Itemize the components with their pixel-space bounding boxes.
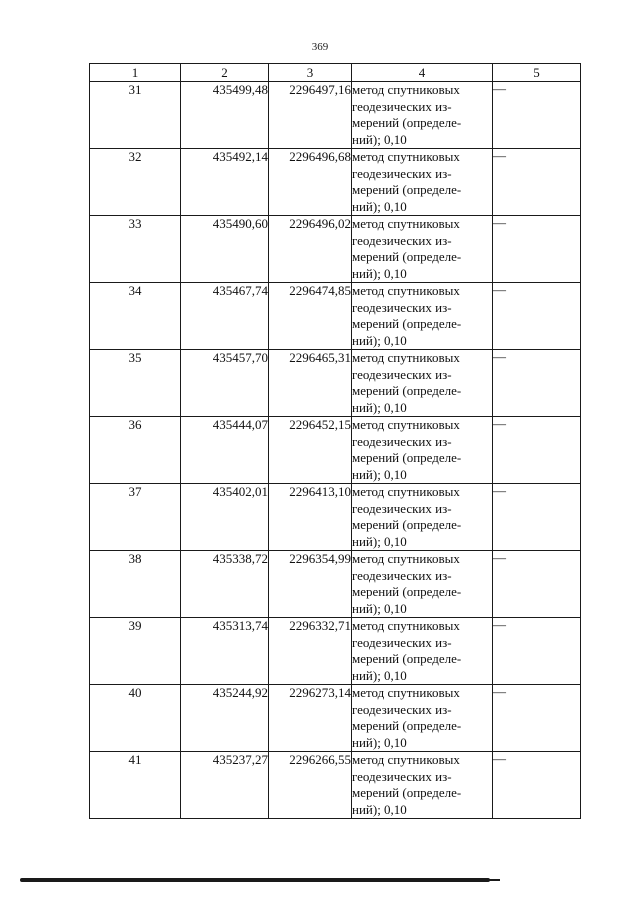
point-number-cell: 39 (90, 618, 181, 685)
method-cell (352, 149, 493, 216)
y-coordinate-cell: 2296266,55 (269, 752, 352, 819)
method-text-line: геодезических из- (352, 701, 452, 717)
page-number: 369 (311, 41, 329, 53)
y-coordinate-cell: 2296496,68 (269, 149, 352, 216)
table-row (90, 618, 581, 685)
header-col-5: 5 (493, 64, 581, 82)
y-coordinate-cell: 2296413,10 (269, 484, 352, 551)
point-number-cell: 32 (90, 149, 181, 216)
y-coordinate-cell: 2296273,14 (269, 685, 352, 752)
note-cell (493, 149, 581, 216)
method-text-line: метод спутниковых (352, 149, 460, 164)
header-col-3: 3 (269, 64, 352, 82)
method-text-line: мерений (определе- (352, 115, 462, 130)
table-row (90, 551, 581, 618)
method-cell (352, 685, 493, 752)
header-col-2: 2 (181, 64, 269, 82)
note-cell (493, 618, 581, 685)
method-text-line: мерений (определе- (352, 316, 462, 331)
method-text-line: ний); 0,10 (352, 332, 407, 348)
method-text-line: метод спутниковых (352, 685, 460, 700)
method-text-line: метод спутниковых (352, 82, 460, 97)
note-dash: — (493, 416, 506, 431)
method-text-line: мерений (определе- (352, 249, 462, 264)
x-coordinate-cell: 435338,72 (181, 551, 269, 618)
method-text-line: геодезических из- (352, 98, 452, 114)
method-text-line: метод спутниковых (352, 417, 460, 432)
method-text-line: геодезических из- (352, 768, 452, 784)
note-cell (493, 551, 581, 618)
note-dash: — (493, 550, 506, 565)
method-text-line: геодезических из- (352, 366, 452, 382)
coordinates-table (89, 63, 581, 819)
x-coordinate-cell: 435244,92 (181, 685, 269, 752)
note-dash: — (493, 81, 506, 96)
note-dash: — (493, 148, 506, 163)
note-cell (493, 484, 581, 551)
point-number-cell: 41 (90, 752, 181, 819)
table-row (90, 484, 581, 551)
point-number-cell: 40 (90, 685, 181, 752)
method-text-line: метод спутниковых (352, 350, 460, 365)
bottom-rule-tail (480, 879, 500, 881)
method-cell (352, 484, 493, 551)
method-text-line: ний); 0,10 (352, 801, 407, 817)
method-cell (352, 417, 493, 484)
y-coordinate-cell: 2296474,85 (269, 283, 352, 350)
method-text-line: ний); 0,10 (352, 265, 407, 281)
method-text-line: мерений (определе- (352, 450, 462, 465)
y-coordinate-cell: 2296452,15 (269, 417, 352, 484)
method-text-line: метод спутниковых (352, 283, 460, 298)
table-header-row (90, 64, 581, 82)
method-text-line: метод спутниковых (352, 216, 460, 231)
method-text-line: метод спутниковых (352, 484, 460, 499)
point-number-cell: 33 (90, 216, 181, 283)
method-cell (352, 618, 493, 685)
point-number-cell: 34 (90, 283, 181, 350)
note-cell (493, 82, 581, 149)
method-text-line: мерений (определе- (352, 517, 462, 532)
x-coordinate-cell: 435467,74 (181, 283, 269, 350)
table-row (90, 752, 581, 819)
method-cell (352, 283, 493, 350)
method-text-line: ний); 0,10 (352, 533, 407, 549)
note-dash: — (493, 282, 506, 297)
y-coordinate-cell: 2296465,31 (269, 350, 352, 417)
note-cell (493, 417, 581, 484)
table-row (90, 149, 581, 216)
x-coordinate-cell: 435313,74 (181, 618, 269, 685)
x-coordinate-cell: 435492,14 (181, 149, 269, 216)
point-number-cell: 37 (90, 484, 181, 551)
method-text-line: ний); 0,10 (352, 131, 407, 147)
method-text-line: ний); 0,10 (352, 600, 407, 616)
note-dash: — (493, 215, 506, 230)
method-text-line: геодезических из- (352, 433, 452, 449)
table-body (90, 82, 581, 819)
method-text-line: мерений (определе- (352, 182, 462, 197)
note-cell (493, 216, 581, 283)
method-text-line: мерений (определе- (352, 785, 462, 800)
point-number-cell: 36 (90, 417, 181, 484)
x-coordinate-cell: 435499,48 (181, 82, 269, 149)
method-text-line: мерений (определе- (352, 383, 462, 398)
table-row (90, 685, 581, 752)
note-dash: — (493, 684, 506, 699)
method-text-line: ний); 0,10 (352, 466, 407, 482)
table-row (90, 417, 581, 484)
method-text-line: ний); 0,10 (352, 667, 407, 683)
note-dash: — (493, 483, 506, 498)
x-coordinate-cell: 435490,60 (181, 216, 269, 283)
point-number-cell: 35 (90, 350, 181, 417)
method-text-line: мерений (определе- (352, 718, 462, 733)
table-row (90, 82, 581, 149)
method-cell (352, 82, 493, 149)
method-text-line: метод спутниковых (352, 752, 460, 767)
point-number-cell: 31 (90, 82, 181, 149)
method-text-line: ний); 0,10 (352, 734, 407, 750)
note-dash: — (493, 751, 506, 766)
table-row (90, 350, 581, 417)
method-cell (352, 551, 493, 618)
method-text-line: метод спутниковых (352, 551, 460, 566)
method-text-line: геодезических из- (352, 165, 452, 181)
bottom-rule (20, 878, 490, 882)
table-row (90, 216, 581, 283)
note-cell (493, 350, 581, 417)
method-cell (352, 216, 493, 283)
x-coordinate-cell: 435444,07 (181, 417, 269, 484)
note-cell (493, 685, 581, 752)
note-cell (493, 283, 581, 350)
y-coordinate-cell: 2296332,71 (269, 618, 352, 685)
y-coordinate-cell: 2296496,02 (269, 216, 352, 283)
x-coordinate-cell: 435457,70 (181, 350, 269, 417)
method-text-line: мерений (определе- (352, 584, 462, 599)
point-number-cell: 38 (90, 551, 181, 618)
y-coordinate-cell: 2296354,99 (269, 551, 352, 618)
note-dash: — (493, 349, 506, 364)
note-cell (493, 752, 581, 819)
header-col-1: 1 (90, 64, 181, 82)
method-cell (352, 752, 493, 819)
note-dash: — (493, 617, 506, 632)
method-text-line: метод спутниковых (352, 618, 460, 633)
x-coordinate-cell: 435402,01 (181, 484, 269, 551)
method-text-line: мерений (определе- (352, 651, 462, 666)
method-cell (352, 350, 493, 417)
table-row (90, 283, 581, 350)
method-text-line: ний); 0,10 (352, 198, 407, 214)
method-text-line: геодезических из- (352, 567, 452, 583)
header-col-4: 4 (352, 64, 493, 82)
method-text-line: геодезических из- (352, 299, 452, 315)
x-coordinate-cell: 435237,27 (181, 752, 269, 819)
y-coordinate-cell: 2296497,16 (269, 82, 352, 149)
method-text-line: геодезических из- (352, 634, 452, 650)
method-text-line: геодезических из- (352, 232, 452, 248)
method-text-line: ний); 0,10 (352, 399, 407, 415)
method-text-line: геодезических из- (352, 500, 452, 516)
